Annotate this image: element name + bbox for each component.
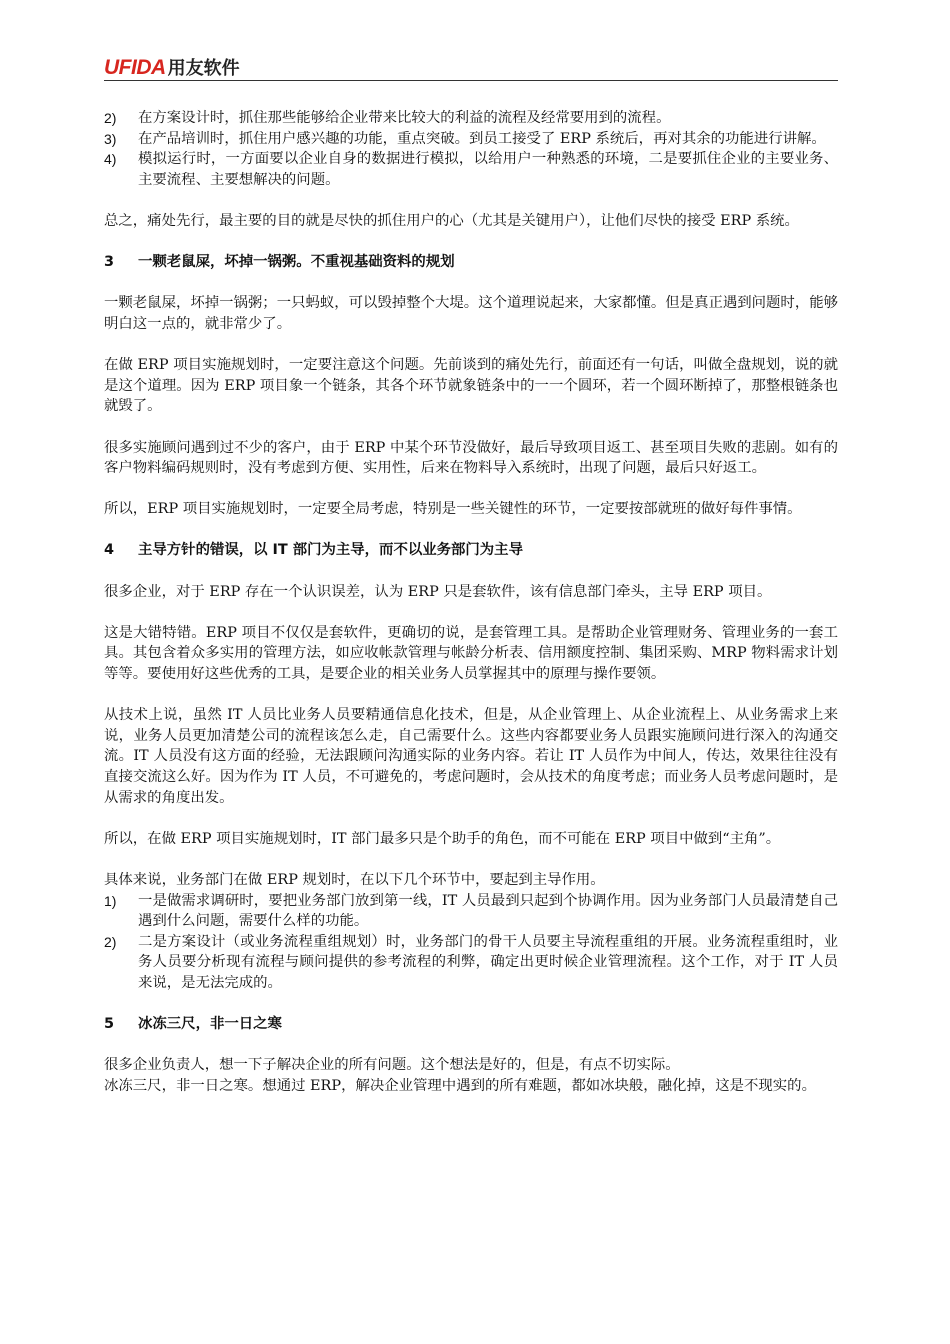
paragraph: 所以，在做 ERP 项目实施规划时，IT 部门最多只是个助手的角色，而不可能在 ERP 项目中做到“主角”。 (104, 830, 781, 847)
section-title: 冰冻三尺，非一日之寒 (138, 1016, 282, 1033)
list-number: 2) (104, 110, 117, 126)
list-intro: 具体来说，业务部门在做 ERP 规划时，在以下几个环节中，要起到主导作用。 (104, 871, 605, 888)
paragraph: 总之，痛处先行，最主要的目的就是尽快的抓住用户的心（尤其是关键用户），让他们尽快的接受 ERP 系统。 (104, 212, 799, 229)
section-number: 4 (104, 542, 115, 559)
list-item (104, 932, 838, 994)
paragraph: 一颗老鼠屎，坏掉一锅粥；一只蚂蚁，可以毁掉整个大堤。这个道理说起来，大家都懂。但是真正遇到问题时，能够明白这一点的，就非常少了。 (104, 295, 838, 332)
list-item (104, 108, 838, 129)
paragraph: 很多实施顾问遇到过不少的客户，由于 ERP 中某个环节没做好，最后导致项目返工、甚至项目失败的悲剧。如有的客户物料编码规则时，没有考虑到方便、实用性，后来在物料导入系统时，出现了问题，最后只好返工。 (104, 439, 838, 477)
list-text: 二是方案设计（或业务流程重组规划）时，业务部门的骨干人员要主导流程重组的开展。业务流程重组时，业务人员要分析现有流程与顾问提供的参考流程的利弊，确定出更时候企业管理流程。这个工作，对于 IT 人员来说，是无法完成的。 (138, 933, 838, 991)
paragraph: 在做 ERP 项目实施规划时，一定要注意这个问题。先前谈到的痛处先行，前面还有一句话，叫做全盘规划，说的就是这个道理。因为 ERP 项目象一个链条，其各个环节就象链条中的一一个圆环，若一个圆环断掉了，那整根链条也就毁了。 (104, 357, 838, 415)
page-header (104, 52, 838, 81)
paragraph: 很多企业，对于 ERP 存在一个认识误差，认为 ERP 只是套软件，该有信息部门牵头，主导 ERP 项目。 (104, 583, 772, 600)
logo-chinese-text: 用友软件 (167, 58, 240, 79)
list-number: 1) (104, 892, 117, 909)
list-number: 2) (104, 933, 117, 950)
list-text: 模拟运行时，一方面要以企业自身的数据进行模拟，以给用户一种熟悉的环境，二是要抓住企业的主要业务、主要流程、主要想解决的问题。 (138, 151, 838, 188)
ufida-logo (104, 54, 240, 80)
section-heading (104, 1014, 838, 1035)
list-text: 一是做需求调研时，要把业务部门放到第一线，IT 人员最到只起到个协调作用。因为业务部门人员最清楚自己遇到什么问题，需要什么样的功能。 (138, 892, 838, 930)
list-number: 4) (104, 151, 117, 168)
section-title: 一颗老鼠屎，坏掉一锅粥。不重视基础资料的规划 (138, 254, 455, 271)
document-body (104, 108, 838, 1097)
list-text: 在方案设计时，抓住那些能够给企业带来比较大的利益的流程及经常要用到的流程。 (138, 110, 671, 126)
paragraph: 很多企业负责人，想一下子解决企业的所有问题。这个想法是好的，但是，有点不切实际。 (104, 1057, 680, 1074)
list-text: 在产品培训时，抓住用户感兴趣的功能，重点突破。到员工接受了 ERP 系统后，再对其余的功能进行讲解。 (138, 130, 826, 147)
paragraph: 这是大错特错。ERP 项目不仅仅是套软件，更确切的说，是套管理工具。是帮助企业管理财务、管理业务的一套工具。其包含着众多实用的管理方法，如应收帐款管理与帐龄分析表、信用额度控制、集团采购、MRP 物料需求计划等等。要使用好这些优秀的工具，是要企业的相关业务人员掌握其中的原理与操作要领。 (104, 624, 838, 683)
section-title: 主导方针的错误，以 IT 部门为主导，而不以业务部门为主导 (138, 542, 523, 559)
section-heading (104, 540, 838, 561)
list-item (104, 129, 838, 150)
section-heading (104, 252, 838, 273)
list-item (104, 891, 838, 932)
paragraph: 所以，ERP 项目实施规划时，一定要全局考虑，特别是一些关键性的环节，一定要按部就班的做好每件事情。 (104, 501, 802, 518)
logo-latin-text: UFIDA (104, 56, 166, 79)
section-number: 5 (104, 1016, 115, 1033)
list-item (104, 149, 838, 190)
paragraph: 从技术上说，虽然 IT 人员比业务人员要精通信息化技术，但是，从企业管理上、从企业流程上、从业务需求上来说，业务人员更加清楚公司的流程该怎么走，自己需要什么。这些内容都要业务人员跟实施顾问进行深入的沟通交流。IT 人员没有这方面的经验，无法跟顾问沟通实际的业务内容。若让 IT 人员作为中间人，传达，效果往往没有直接交流这么好。因为作为 IT 人员，不可避免的，考虑问题时，会从技术的角度考虑；而业务人员考虑问题时，是从需求的角度出发。 (104, 707, 838, 806)
section-number: 3 (104, 254, 115, 271)
list-number: 3) (104, 130, 117, 147)
paragraph: 冰冻三尺，非一日之寒。想通过 ERP，解决企业管理中遇到的所有难题，都如冰块般，融化掉，这是不现实的。 (104, 1077, 816, 1094)
